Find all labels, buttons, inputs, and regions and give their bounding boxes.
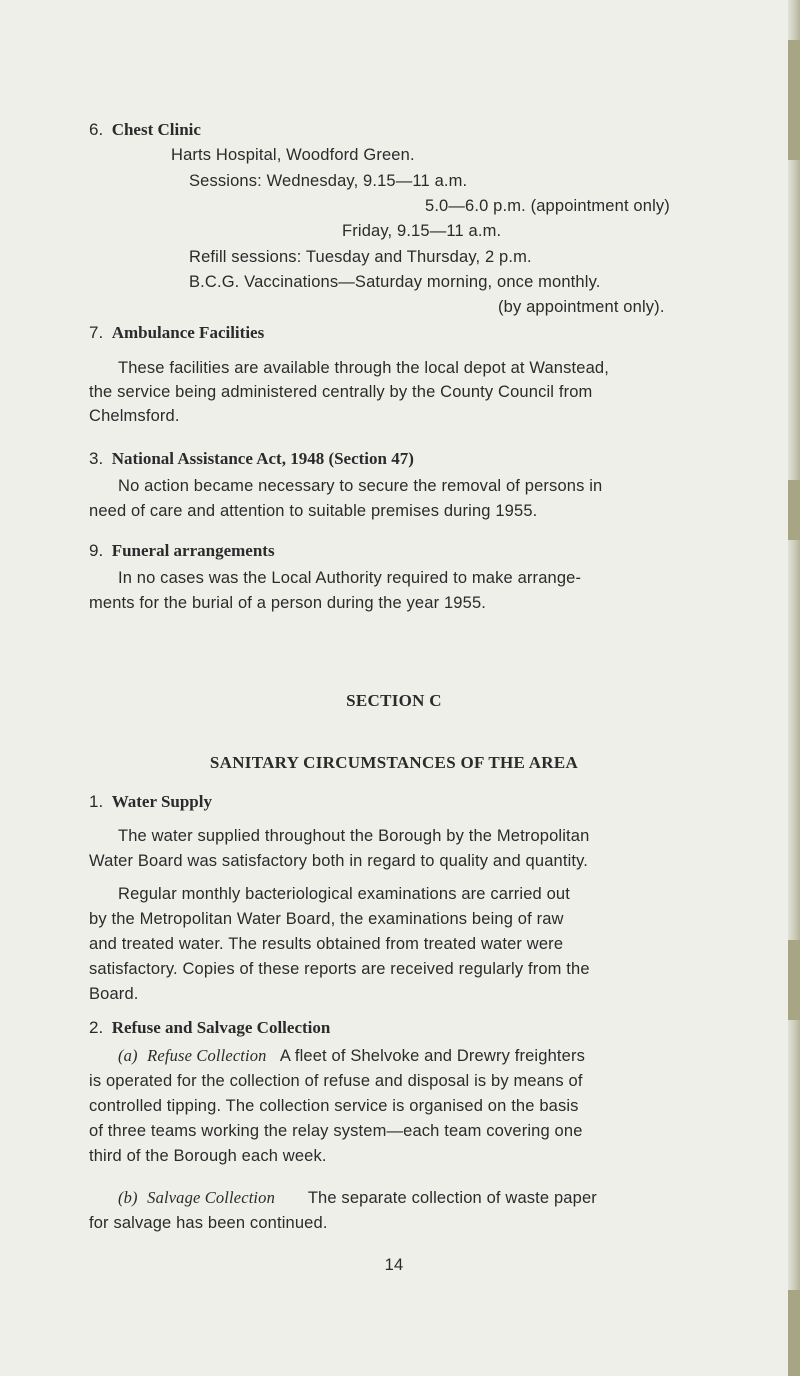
water-paragraph-line: Board. xyxy=(89,985,139,1003)
section-number: 1. xyxy=(89,792,104,811)
heading-text: Refuse and Salvage Collection xyxy=(111,1018,331,1037)
water-paragraph-line: Regular monthly bacteriological examinations are carried out xyxy=(118,885,570,903)
edge-stain xyxy=(788,1290,800,1376)
section-number: 7. xyxy=(89,323,104,342)
edge-stain xyxy=(788,480,800,540)
refuse-collection-line: is operated for the collection of refuse and disposal is by means of xyxy=(89,1072,583,1090)
heading-text: Funeral arrangements xyxy=(111,541,275,560)
chest-clinic-location: Harts Hospital, Woodford Green. xyxy=(171,146,415,164)
salvage-collection-line: for salvage has been continued. xyxy=(89,1214,328,1232)
ambulance-heading xyxy=(89,322,264,344)
national-assistance-line: need of care and attention to suitable premises during 1955. xyxy=(89,502,538,520)
item-text: A fleet of Shelvoke and Drewry freighters xyxy=(279,1047,586,1065)
heading-text: Ambulance Facilities xyxy=(111,323,265,342)
edge-stain xyxy=(788,940,800,1020)
water-paragraph-line: Water Board was satisfactory both in regard to quality and quantity. xyxy=(89,852,589,870)
heading-text: Water Supply xyxy=(111,792,212,811)
chest-clinic-sessions-friday: Friday, 9.15—11 a.m. xyxy=(342,222,502,240)
section-subtitle: SANITARY CIRCUMSTANCES OF THE AREA xyxy=(209,753,579,772)
water-paragraph-line: The water supplied throughout the Borough by the Metropolitan xyxy=(118,827,590,845)
ambulance-line: These facilities are available through the local depot at Wanstead, xyxy=(118,359,609,377)
section-number: 3. xyxy=(89,449,104,468)
page-number: 14 xyxy=(384,1256,404,1274)
refuse-collection-line xyxy=(118,1045,585,1067)
water-paragraph-line: satisfactory. Copies of these reports are received regularly from the xyxy=(89,960,590,978)
section-number: 2. xyxy=(89,1018,104,1037)
item-label: (a) xyxy=(118,1046,138,1065)
heading-text: National Assistance Act, 1948 (Section 47) xyxy=(111,449,414,468)
refuse-collection-line: of three teams working the relay system—each team covering one xyxy=(89,1122,583,1140)
national-assistance-line: No action became necessary to secure the removal of persons in xyxy=(118,477,603,495)
refuse-heading xyxy=(89,1017,330,1039)
chest-clinic-refill: Refill sessions: Tuesday and Thursday, 2 p.m. xyxy=(189,248,532,266)
chest-clinic-sessions: Sessions: Wednesday, 9.15—11 a.m. xyxy=(189,172,468,190)
page-edge-shadow xyxy=(788,0,800,1376)
water-supply-heading xyxy=(89,791,212,813)
chest-clinic-bcg-note: (by appointment only). xyxy=(498,298,665,316)
ambulance-line: the service being administered centrally by the County Council from xyxy=(89,383,593,401)
item-label: (b) xyxy=(118,1188,138,1207)
ambulance-line: Chelmsford. xyxy=(89,407,180,425)
edge-stain xyxy=(788,40,800,160)
section-number: 6. xyxy=(89,120,104,139)
item-title: Salvage Collection xyxy=(147,1188,275,1207)
water-paragraph-line: by the Metropolitan Water Board, the examinations being of raw xyxy=(89,910,564,928)
funeral-line: ments for the burial of a person during the year 1955. xyxy=(89,594,487,612)
section-title: SECTION C xyxy=(346,691,442,710)
refuse-collection-line: controlled tipping. The collection service is organised on the basis xyxy=(89,1097,579,1115)
funeral-heading xyxy=(89,540,275,562)
chest-clinic-heading xyxy=(89,119,201,141)
section-number: 9. xyxy=(89,541,104,560)
chest-clinic-sessions-evening: 5.0—6.0 p.m. (appointment only) xyxy=(425,197,670,215)
refuse-collection-line: third of the Borough each week. xyxy=(89,1147,327,1165)
item-text: The separate collection of waste paper xyxy=(307,1189,597,1207)
national-assistance-heading xyxy=(89,448,414,470)
item-title: Refuse Collection xyxy=(147,1046,267,1065)
funeral-line: In no cases was the Local Authority required to make arrange- xyxy=(118,569,582,587)
chest-clinic-bcg: B.C.G. Vaccinations—Saturday morning, once monthly. xyxy=(189,273,601,291)
salvage-collection-line xyxy=(118,1187,597,1209)
heading-text: Chest Clinic xyxy=(111,120,201,139)
water-paragraph-line: and treated water. The results obtained from treated water were xyxy=(89,935,564,953)
